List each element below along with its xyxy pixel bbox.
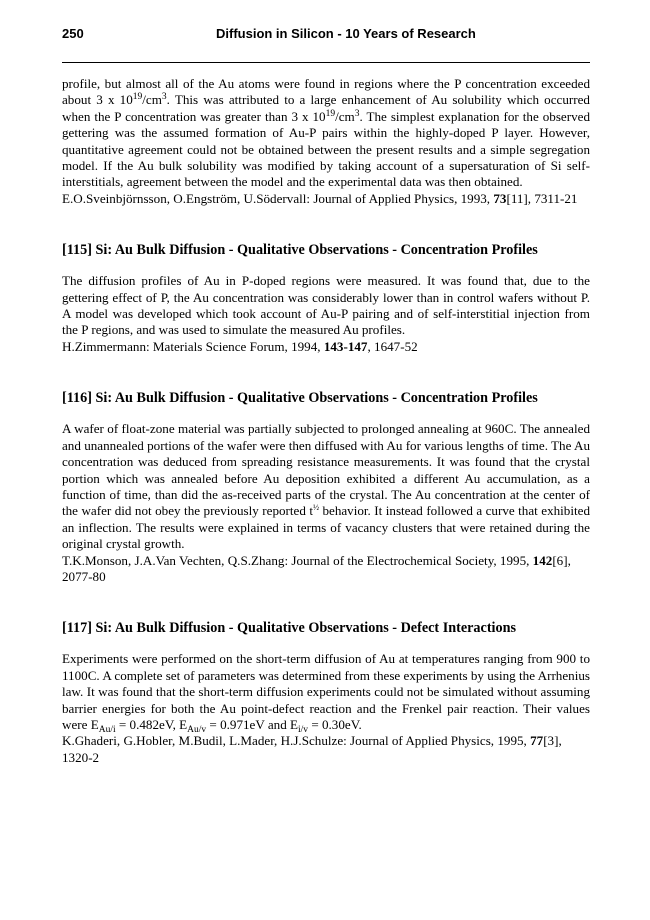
- section-117-heading: [117] Si: Au Bulk Diffusion - Qualitative Observations - Defect Interactions: [62, 620, 516, 637]
- section-117-citation: K.Ghaderi, G.Hobler, M.Budil, L.Mader, H.J.Schulze: Journal of Applied Physics, 1995, 77[3], 1320-2: [62, 733, 562, 765]
- section-116-citation: T.K.Monson, J.A.Van Vechten, Q.S.Zhang: Journal of the Electrochemical Society, 1995, 142[6], 2077-80: [62, 552, 571, 584]
- page-header: [62, 26, 590, 46]
- section-116-heading: [116] Si: Au Bulk Diffusion - Qualitative Observations - Concentration Profiles: [62, 390, 538, 407]
- running-title: Diffusion in Silicon - 10 Years of Research: [216, 26, 476, 41]
- intro-citation: E.O.Sveinbjörnsson, O.Engström, U.Södervall: Journal of Applied Physics, 1993, 73[11], 7311-21: [62, 190, 578, 206]
- page-number: 250: [62, 26, 84, 41]
- section-115-body: The diffusion profiles of Au in P-doped regions were measured. It was found that, due to the gettering effect of P, the Au concentration was considerably lower than in control wafers without P. A model was developed which took account of Au-P pairing and of self-interstitial injection from the P regions, and was used to simulate the measured Au profiles.: [62, 273, 590, 338]
- header-rule: [62, 62, 590, 63]
- section-117-body: Experiments were performed on the short-term diffusion of Au at temperatures ranging from 900 to 1100C. A complete set of parameters was determined from these experiments by using the Arrhenius law. It was found that the short-term diffusion experiments could not be simulated without assuming barrier energies for both the Au point-defect reaction and the Frenkel pair reaction. Their values were $E_{Au/i} = 0.482eV$, $E_{Au/v} = 0.971eV$ and $E_{i/v} = 0.30eV$.: [62, 651, 590, 735]
- intro-paragraph: profile, but almost all of the Au atoms were found in regions where the P concentration exceeded about 3 x $10^{19}/cm^3$. This was attributed to a large enhancement of Au solubility which occurred when the P concentration was greater than 3 x $10^{19}/cm^3$. The simplest explanation for the observed gettering was the assumed formation of Au-P pairs within the highly-doped P layer. However, quantitative agreement could not be obtained between the present results and a simple segregation model. If the Au bulk solubility was modified by taking account of a supersaturation of Si self-interstitials, agreement between the model and the experimental data was then obtained.: [62, 76, 590, 190]
- section-115-citation: H.Zimmermann: Materials Science Forum, 1994, 143-147, 1647-52: [62, 338, 418, 354]
- body-text: [62, 76, 590, 766]
- section-115-heading: [115] Si: Au Bulk Diffusion - Qualitative Observations - Concentration Profiles: [62, 242, 538, 259]
- section-116-body: A wafer of float-zone material was partially subjected to prolonged annealing at 960C. The annealed and unannealed portions of the wafer were then diffused with Au for various lengths of time. The Au concentration was deduced from spreading resistance measurements. It was found that the crystal portion which was annealed before Au deposition exhibited a different Au accumulation, as a function of time, than did the as-received parts of the crystal. The Au concentration at the center of the wafer did not obey the previously reported $t^{\frac{1}{2}}$ behavior. It instead followed a curve that exhibited an inflection. The results were explained in terms of vacancy clusters that were retained during the original crystal growth.: [62, 421, 590, 552]
